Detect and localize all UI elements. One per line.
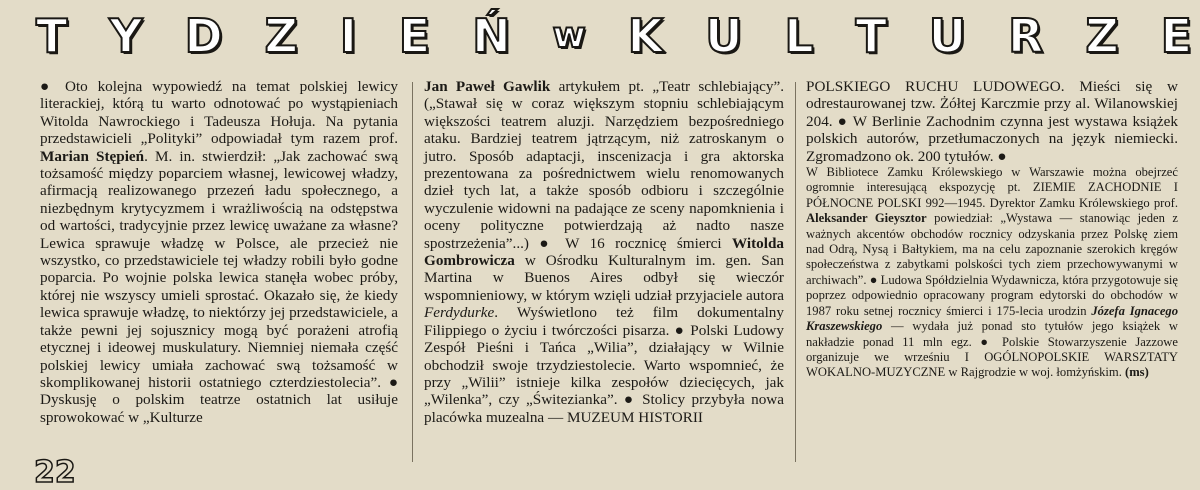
article-fine-text: — wydała już ponad sto tytułów jego książek w nakładzie ponad 11 mln egz. ● Polskie Stowarzyszenie Jazzowe organizuje we wrześniu I OGÓLNOPOLSKIE WARSZTATY WOKALNO-MUZYCZNE w Rajgrodzie w woj. łomżyńskim. [806, 319, 1178, 380]
masthead-letter: I [339, 9, 357, 63]
page-number: 22 [34, 455, 76, 490]
article-column-2 [424, 78, 784, 426]
masthead-letter: R [1008, 9, 1044, 63]
person-name: Marian Stępień [40, 147, 145, 165]
column-divider [412, 82, 413, 462]
masthead-letter: U [928, 9, 967, 63]
masthead-letter: L [784, 9, 814, 63]
article-fine-text: powiedział: „Wystawa — stanowiąc jeden z ważnych akcentów obchodów rocznicy odzyskania przez Polskę ziem nad Odrą, Nysą i Bałtykiem, ma na celu zapoznanie szerokich kręgów społeczeństwa z zabytkami polskości tych ziem przechowywanymi w archiwach”. ● Ludowa Spółdzielnia Wydawnicza, która przygotowuje się poprzez odpowiednio opracowany program edytorski do obchodów w 1987 roku setnej rocznicy śmierci i 175-lecia urodzin [806, 211, 1178, 318]
masthead-letter: w [552, 15, 586, 56]
book-title: Ferdydurke [424, 304, 495, 322]
masthead-letter: T [855, 9, 887, 63]
column-divider [795, 82, 796, 462]
masthead-letter: T [36, 9, 68, 63]
article-text: . Wyświetlono też film dokumentalny Filippiego o życiu i twórczości pisarza. ● Polski Ludowy Zespół Pieśni i Tańca „Wilia”, działający w Wilnie obchodził swoje trzydziestolecie. Warto wspomnieć, że przy „Wilii” istnieje kilka zespołów dziecięcych, jak „Wilenka”, czy „Świtezianka”. ● Stolicy przybyła nowa placówka muzealna — MUZEUM HISTORII [424, 304, 784, 426]
article-text: artykułem pt. „Teatr schlebiający”. („Stawał się w coraz większym stopniu schlebiającym większości teatrem aluzji. Narzędziem bezpośredniego ataku. Bardziej teatrem jątrzącym, niż zatroskanym o jutro. Sposób adaptacji, inscenizacja i gra aktorska prezentowana za pośrednictwem wielu renomowanych dzieł tych lat, a także sposób odbioru i szczególnie wyczulenie widowni na padające ze sceny napomknienia i oceny polityczne potwierdzają aż nadto nasze spostrzeżenia”...) ● W 16 rocznicę śmierci [424, 78, 784, 252]
article-text: w Ośrodku Kulturalnym im. gen. San Martina w Buenos Aires odbył się wieczór wspomnieniowy, w którym wzięli udział przyjaciele autora [424, 252, 784, 304]
article-text: ● Oto kolejna wypowiedź na temat polskiej lewicy literackiej, którą tu warto odnotować po wystąpieniach Witolda Nawrockiego i Tadeusza Hołuja. Na pytania przedstawicieli „Polityki” odpowiadał tym razem prof. [40, 78, 398, 148]
person-name: Józefa Ignacego Kraszewskiego [806, 303, 1178, 334]
masthead-letter: E [1160, 9, 1192, 63]
person-name: Witolda Gombrowicza [424, 234, 784, 270]
masthead-letter: Y [109, 9, 143, 63]
masthead-letter: Z [1085, 9, 1119, 63]
masthead-letter: K [627, 9, 664, 63]
article-column-1 [40, 78, 398, 426]
person-name: Aleksander Gieysztor [806, 211, 927, 226]
author-signature: (ms) [1125, 365, 1149, 380]
article-text: . M. in. stwierdził: „Jak zachować swą tożsamość między poparciem własnej, lewicowej władzy, afirmacją realizowanego przezeń ładu społecznego, a niezbędnym krytycyzmem i wrażliwością na odstępstwa od wartości, tradycyjnie przez lewicę uważane za własne? Lewica sprawuje władzę w Polsce, ale przecież nie wszystko, co przedstawiciele tej władzy robili było godne poparcia. Po wojnie polska lewica stanęła wobec próby, której nie wszyscy umieli sprostać. Okazało się, że kiedy lewica sprawuje władzę, to niektórzy jej przedstawiciele, a także pewni jej sojusznicy mogą być porażeni atrofią etycznej i ideowej muskulatury. Niemniej niemała część polskiej lewicy umiała zachować swą tożsamość w skomplikowanej historii ostatniego czterdziestolecia”. ● Dyskusję o polskim teatrze ostatnich lat usiłuje sprowokować w „Kulturze [40, 147, 398, 426]
masthead-letter: U [705, 9, 743, 63]
article-column-3 [806, 78, 1178, 381]
masthead-letter: Z [264, 9, 298, 63]
article-fine-text: W Bibliotece Zamku Królewskiego w Warszawie można obejrzeć ogromnie interesującą ekspozycję pt. ZIEMIE ZACHODNIE I PÓŁNOCNE POLSKI 992—1945. Dyrektor Zamku Królewskiego prof. [806, 165, 1178, 210]
masthead-letter: D [184, 9, 223, 63]
masthead-title [36, 8, 1192, 64]
article-text: POLSKIEGO RUCHU LUDOWEGO. Mieści się w odrestaurowanej tzw. Żółtej Karczmie przy al. Wilanowskiej 204. ● W Berlinie Zachodnim czynna jest wystawa książek polskich autorów, przetłumaczonych na język niemiecki. Zgromadzono ok. 200 tytułów. ● [806, 78, 1178, 165]
masthead-letter: E [398, 9, 431, 63]
masthead-letter: Ń [472, 9, 511, 63]
person-name: Jan Paweł Gawlik [424, 78, 551, 95]
